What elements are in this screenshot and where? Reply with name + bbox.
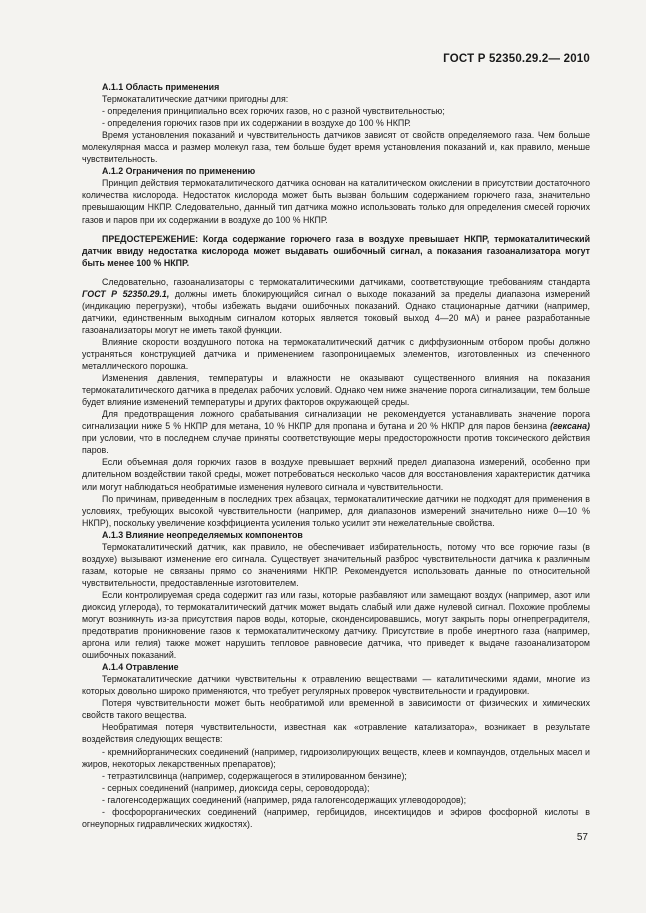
paragraph: Если объемная доля горючих газов в воздухе превышает верхний предел диапазона измерений, особенно при длительном воздействии такой среды, может потребоваться несколько часов для восстановления характеристик датчика или могут наблюдаться необратимые изменения нулевого сигнала и чувствительности. bbox=[82, 457, 590, 492]
paragraph: Термокаталитические датчики пригодны для: bbox=[102, 94, 289, 105]
paragraph: Для предотвращения ложного срабатывания сигнализации не рекомендуется устанавливать значение порога сигнализации ниже 5 % НКПР для метана, 10 % НКПР для пропана и бутана и 20 % НКПР для паров бензина (гексана) при условии, что в последнем случае приняты соответствующие меры предосторожности против токсического действия паров. bbox=[82, 409, 590, 456]
paragraph: Следовательно, газоанализаторы с термокаталитическими датчиками, соответствующие требованиям стандарта ГОСТ Р 52350.29.1, должны иметь блокирующийся сигнал о выходе показаний за пределы диапазона измерений (индикацию перегрузки), чтобы избежать выдачи ошибочных показаний. Однако стационарные датчики (например, датчики, единственным выходным сигналом которых является токовый выход 4—20 мА) и ранее разработанные газоанализаторы могут не иметь такой функции. bbox=[82, 276, 590, 335]
paragraph: Термокаталитический датчик, как правило, не обеспечивает избирательность, потому что все горючие газы (в воздухе) вызывают изменение его сигнала. Существует значительный разброс чувствительности датчика к различным газам, которые не связаны прямо со значениями НКПР. Рекомендуется использовать данные по относительной чувствительности, предоставленные изготовителем. bbox=[82, 541, 590, 588]
warning-paragraph: ПРЕДОСТЕРЕЖЕНИЕ: Когда содержание горючего газа в воздухе превышает НКПР, термокаталитический датчик ввиду недостатка кислорода может выдавать ошибочный сигнал, а показания газоанализатора могут быть менее 100 % НКПР. bbox=[82, 233, 590, 268]
section-title-a11: А.1.1 Область применения bbox=[102, 82, 220, 92]
paragraph: Влияние скорости воздушного потока на термокаталитический датчик с диффузионным отбором пробы должно устраняться конструкцией датчика и применением газопроницаемых элементов, изготовленных из спеченного металлического порошка. bbox=[82, 336, 590, 372]
page-number: 57 bbox=[576, 832, 588, 843]
paragraph: Потеря чувствительности может быть необратимой или временной в зависимости от физических и химических свойств такого вещества. bbox=[82, 698, 590, 721]
list-item: - серных соединений (например, диоксида серы, сероводорода); bbox=[102, 782, 370, 793]
section-title-a12: А.1.2 Ограничения по применению bbox=[102, 166, 256, 177]
list-item: - галогенсодержащих соединений (например, ряда галогенсодержащих углеводородов); bbox=[102, 794, 467, 805]
hexane-term: (гексана) bbox=[550, 421, 590, 432]
paragraph: Время установления показаний и чувствительность датчиков зависят от свойств определяемого газа. Чем больше молекулярная масса и размер молекул газа, тем больше будет время установления показаний и, как правило, меньше чувствительность. bbox=[82, 130, 590, 165]
list-item: - кремнийорганических соединений (например, гидроизолирующих веществ, клеев и компаундов, отдельных масел и жиров, некоторых лекарственных препаратов); bbox=[82, 746, 590, 769]
paragraph: Изменения давления, температуры и влажности не оказывают существенного влияния на показания термокаталитического датчика в пределах рабочих условий. Однако чем ниже значение порога сигнализации, тем больше будет влияние изменений температуры и других факторов окружающей среды. bbox=[82, 373, 590, 408]
standard-reference: ГОСТ Р 52350.29.1, bbox=[82, 288, 170, 299]
paragraph: Принцип действия термокаталитического датчика основан на каталитическом окислении в присутствии достаточного количества кислорода. Недостаток кислорода может быть вызван большим содержанием горючего газа, значительно превышающим НКПР. Следовательно, данный тип датчика можно использовать только для определения смесей горючих газов и паров при их содержании в воздухе до 100 % НКПР. bbox=[82, 178, 590, 225]
paragraph: Если контролируемая среда содержит газ или газы, которые разбавляют или замещают воздух (например, азот или диоксид углерода), то термокаталитический датчик может выдать слабый или даже нулевой сигнал. Похожие проблемы могут возникнуть из-за присутствия паров воды, которые, сконденсировавшись, могут закрыть поры огнепреградителя, предотвратив проникновение газов к термокаталитическому датчику. Присутствие в пробе инертного газа (например, аргона или гелия) также может нарушить тепловое равновесие датчика, что приведет к выдаче газоанализатором ошибочных показаний. bbox=[82, 589, 590, 661]
paragraph: Необратимая потеря чувствительности, известная как «отравление катализатора», возникает в результате воздействия следующих веществ: bbox=[82, 722, 590, 745]
paragraph: Термокаталитические датчики чувствительны к отравлению веществами — каталитическими ядами, многие из которых довольно широко применяются, что требует регулярных проверок чувствительности и градуировки. bbox=[82, 674, 590, 697]
paragraph: По причинам, приведенным в последних трех абзацах, термокаталитические датчики не подходят для применения в условиях, требующих высокой чувствительности (например, для диапазонов измерений значительно ниже 0—10 % НКПР), поскольку увеличение коэффициента усиления только усилит эти нежелательные свойства. bbox=[82, 493, 590, 528]
list-item: - фосфорорганических соединений (например, гербицидов, инсектицидов и эфиров фосфорной кислоты в огнеупорных гидравлических жидкостях). bbox=[82, 806, 590, 829]
section-title-a14: А.1.4 Отравление bbox=[102, 662, 179, 673]
list-item: - определения принципиально всех горючих газов, но с разной чувствительностью; bbox=[102, 106, 445, 117]
section-title-a13: А.1.3 Влияние неопределяемых компонентов bbox=[102, 529, 303, 540]
document-header: ГОСТ Р 52350.29.2— 2010 bbox=[443, 53, 590, 65]
list-item: - тетраэтилсвинца (например, содержащегося в этилированном бензине); bbox=[102, 770, 407, 781]
document-body bbox=[82, 81, 590, 830]
list-item: - определения горючих газов при их содержании в воздухе до 100 % НКПР. bbox=[102, 118, 411, 129]
